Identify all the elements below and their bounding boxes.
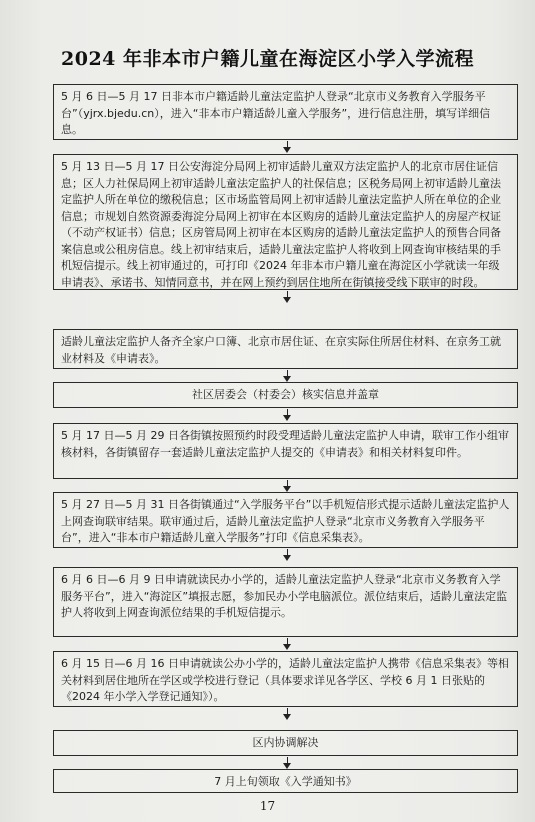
step-4-text: 社区居委会（村委会）核实信息并盖章: [192, 388, 379, 401]
step-2-box: [53, 154, 518, 290]
step-4-box: [53, 382, 518, 408]
step-7-text: 6 月 6 日—6 月 9 日申请就读民办小学的，适龄儿童法定监护人登录“北京市义务教育入学服务平台”，进入“海淀区”填报志愿，参加民办小学电脑派位。派位结束后，适龄儿童法定监护人将收到上网查询派位结果的手机短信提示。: [61, 573, 508, 619]
step-7-box: [53, 567, 518, 637]
arrow-down-icon: [281, 370, 293, 382]
step-10-text: 7 月上旬领取《入学通知书》: [214, 775, 357, 788]
step-5-box: [53, 423, 518, 479]
arrow-down-icon: [281, 757, 293, 769]
arrow-down-icon: [281, 409, 293, 421]
step-1-text: 5 月 6 日—5 月 17 日非本市户籍适龄儿童法定监护人登录“北京市义务教育入学服务平台”（yjrx.bjedu.cn），进入“非本市户籍适龄儿童入学服务”，进行信息注册，填写详细信息。: [61, 90, 491, 136]
arrow-down-icon: [281, 638, 293, 650]
arrow-down-icon: [281, 480, 293, 492]
page-title: 2024 年非本市户籍儿童在海淀区小学入学流程: [61, 48, 474, 70]
step-5-text: 5 月 17 日—5 月 29 日各街镇按照预约时段受理适龄儿童法定监护人申请，联审工作小组审核材料，各街镇留存一套适龄儿童法定监护人提交的《申请表》和相关材料复印件。: [61, 429, 509, 459]
arrow-down-icon: [281, 141, 293, 153]
step-10-box: [53, 769, 518, 793]
step-8-text: 6 月 15 日—6 月 16 日申请就读公办小学的，适龄儿童法定监护人携带《信息采集表》等相关材料到居住地所在学区或学校进行登记（具体要求详见各学区、学校 6 月 1 日张贴的《2024 年小学入学登记通知》）。: [61, 657, 509, 703]
step-3-box: [53, 329, 518, 369]
step-9-box: [53, 730, 518, 756]
arrow-down-icon: [281, 291, 293, 303]
page-number: 17: [259, 799, 276, 813]
step-9-text: 区内协调解决: [252, 736, 319, 749]
arrow-down-icon: [281, 708, 293, 720]
step-6-text: 5 月 27 日—5 月 31 日各街镇通过“入学服务平台”以手机短信形式提示适龄儿童法定监护人上网查询联审结果。联审通过后，适龄儿童法定监护人登录“北京市义务教育入学服务平台”，进入“非本市户籍适龄儿童入学服务”打印《信息采集表》。: [61, 498, 510, 544]
step-2-text: 5 月 13 日—5 月 17 日公安海淀分局网上初审适龄儿童双方法定监护人的北京市居住证信息；区人力社保局网上初审适龄儿童法定监护人的社保信息；区税务局网上初审适龄儿童法定监护人所在单位的缴税信息；区市场监管局网上初审适龄儿童法定监护人所在单位的企业信息；市规划自然资源委海淀分局网上初审在本区购房的适龄儿童法定监护人的房屋产权证（不动产权证书）信息；区房管局网上初审在本区购房的适龄儿童法定监护人的预售合同备案信息或公租房信息。线上初审结束后，适龄儿童法定监护人将收到上网查询审核结果的手机短信提示。线上初审通过的，可打印《2024 年非本市户籍儿童在海淀区小学就读一年级申请表》、承诺书、知情同意书，并在网上预约到居住地所在街镇接受线下联审的时段。: [61, 160, 501, 289]
step-6-box: [53, 492, 518, 548]
step-8-box: [53, 651, 518, 707]
arrow-down-icon: [281, 549, 293, 561]
step-1-box: [53, 84, 518, 140]
step-3-text: 适龄儿童法定监护人备齐全家户口簿、北京市居住证、在京实际住所居住材料、在京务工就业材料及《申请表》。: [61, 335, 501, 365]
